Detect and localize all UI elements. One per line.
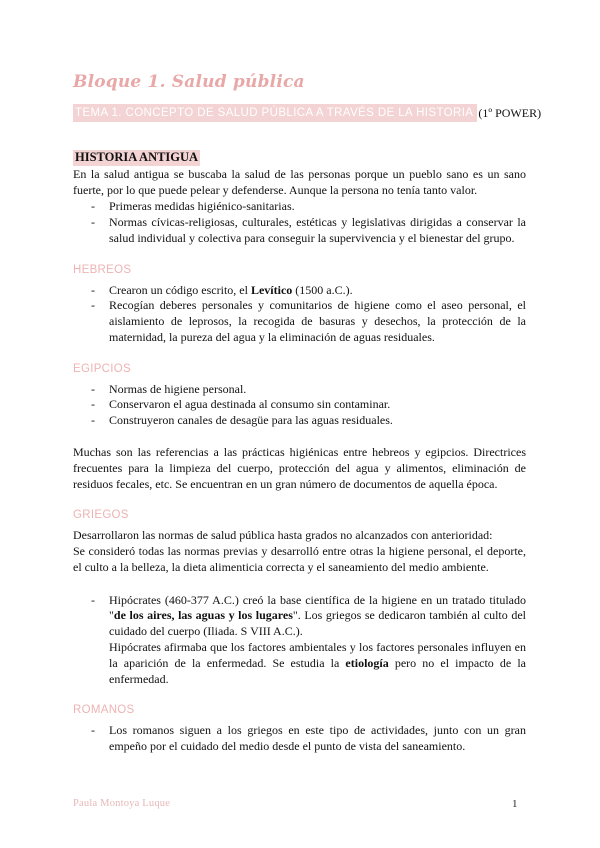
list-item: - Normas de higiene personal. bbox=[73, 382, 526, 398]
section-heading-historia-antigua: HISTORIA ANTIGUA bbox=[75, 150, 199, 164]
bold-term-etiologia: etiología bbox=[345, 655, 389, 670]
section-heading-hebreos: HEBREOS bbox=[73, 263, 132, 276]
list-item: - Construyeron canales de desagüe para las aguas residuales. bbox=[73, 413, 526, 429]
tema-note: (1º POWER) bbox=[478, 105, 542, 120]
list-item: - Primeras medidas higiénico-sanitarias. bbox=[73, 199, 526, 215]
page-number: 1 bbox=[512, 798, 518, 810]
list-historia-antigua bbox=[73, 199, 526, 246]
text-run: Hipócrates afirmaba que los factores ambientales y los factores personales influyen en la aparición de la enfermedad. Se estudia la bbox=[109, 639, 526, 670]
bold-term-levitico: Levítico bbox=[250, 282, 293, 297]
section-heading-griegos: GRIEGOS bbox=[73, 509, 129, 522]
list-griegos bbox=[73, 593, 526, 640]
list-romanos bbox=[73, 723, 526, 755]
paragraph-references: Muchas son las referencias a las prácticas higiénicas entre hebreos y egipcios. Directrices frecuentes para la limpieza del cuerpo, protección del agua y alimentos, eliminación de residuos fecales, etc. Se encuentran en un gran número de documentos de aquella época. bbox=[73, 444, 526, 491]
block-title: Bloque 1. Salud pública bbox=[73, 72, 305, 92]
text-run: Crearon un código escrito, el bbox=[109, 282, 251, 297]
list-item: - Los romanos siguen a los griegos en este tipo de actividades, junto con un gran empeño por el cuidado del medio desde el punto de vista del saneamiento. bbox=[73, 723, 526, 755]
list-item bbox=[73, 283, 526, 299]
section-heading-romanos: ROMANOS bbox=[73, 704, 135, 717]
paragraph-griegos-normas: Se consideró todas las normas previas y desarrolló entre otras la higiene personal, el deporte, el culto a la belleza, la dieta alimenticia correcta y el saneamiento del medio ambiente. bbox=[73, 543, 526, 574]
list-egipcios bbox=[73, 382, 526, 429]
text-run: Hipócrates (460-377 A.C.) creó la base científica de la higiene en un tratado titulado " bbox=[109, 592, 526, 623]
text-run: pero no el impacto de la enfermedad. bbox=[109, 655, 527, 686]
section-heading-egipcios: EGIPCIOS bbox=[73, 362, 131, 375]
list-hebreos bbox=[73, 283, 526, 346]
list-item bbox=[73, 593, 526, 640]
tema-heading bbox=[73, 104, 541, 126]
document-body bbox=[73, 150, 526, 755]
paragraph-hipocrates bbox=[73, 640, 526, 687]
text-run: ". Los griegos se dedicaron también al culto del cuidado del cuerpo (Iliada. S VIII A.C.). bbox=[109, 608, 526, 639]
list-item: - Normas cívicas-religiosas, culturales, estéticas y legislativas dirigidas a conservar la salud individual y colectiva para conseguir la supervivencia y el bienestar del grupo. bbox=[73, 215, 526, 247]
bold-treatise-title: de los aires, las aguas y los lugares bbox=[113, 608, 293, 623]
list-item: - Conservaron el agua destinada al consumo sin contaminar. bbox=[73, 397, 526, 413]
paragraph-griegos-intro: Desarrollaron las normas de salud pública hasta grados no alcanzados con anterioridad: bbox=[73, 528, 493, 543]
footer-author: Paula Montoya Luque bbox=[73, 798, 171, 809]
list-item: - Recogían deberes personales y comunitarios de higiene como el aseo personal, el aislamiento de leprosos, la recogida de basuras y desechos, la protección de la maternidad, la pureza del agua y la eliminación de aguas residuales. bbox=[73, 298, 526, 345]
tema-label: TEMA 1. CONCEPTO DE SALUD PÚBLICA A TRAVÉS DE LA HISTORIA bbox=[73, 104, 477, 122]
paragraph-historia-antigua: En la salud antigua se buscaba la salud de las personas porque un pueblo sano es un sano fuerte, por lo que puede pelear y defenderse. Aunque la persona no tenía tanto valor. bbox=[73, 166, 526, 197]
text-run: (1500 a.C.). bbox=[292, 282, 353, 297]
